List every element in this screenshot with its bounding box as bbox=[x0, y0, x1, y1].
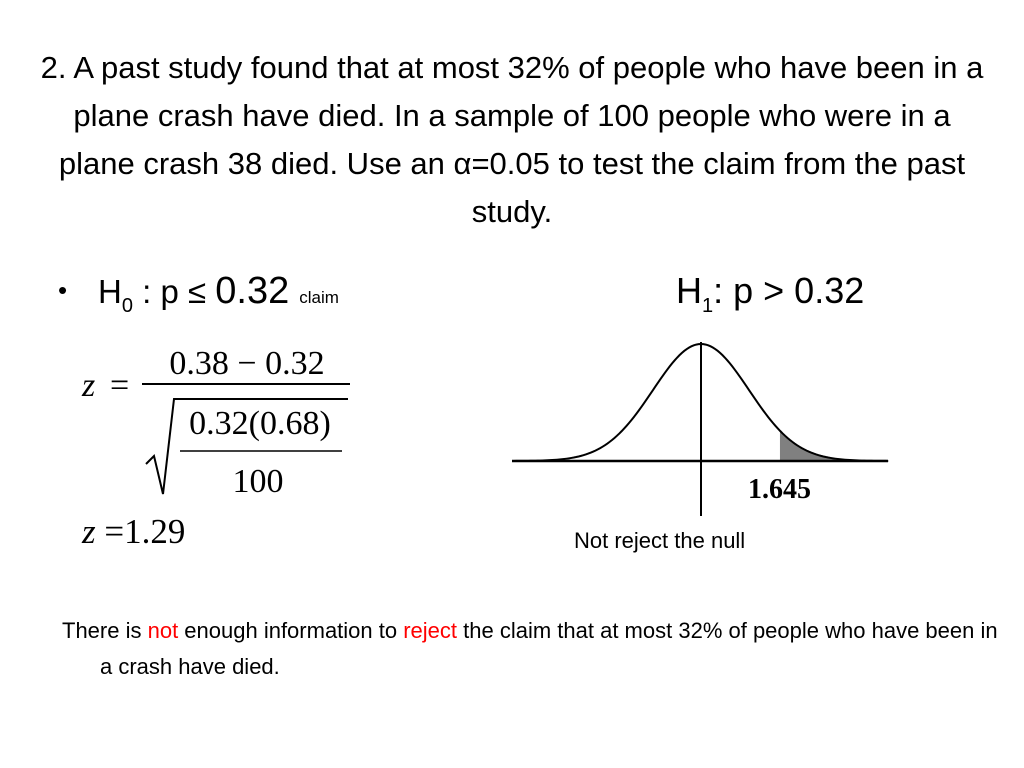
z-formula bbox=[80, 334, 380, 514]
null-hypothesis bbox=[58, 270, 339, 320]
alt-hypothesis-subscript: 1 bbox=[702, 295, 714, 317]
conclusion-part3: the claim that at most 32% of people who have been in a crash have died. bbox=[100, 618, 998, 679]
conclusion-text bbox=[62, 613, 1000, 685]
conclusion-part1: There is bbox=[62, 618, 148, 643]
conclusion-reject: reject bbox=[403, 618, 458, 643]
rejection-region bbox=[780, 431, 888, 461]
formula-numerator: 0.38 − 0.32 bbox=[169, 345, 325, 382]
result-variable: z bbox=[82, 512, 96, 551]
problem-statement: 2. A past study found that at most 32% of people who have been in a plane crash have died. In a sample of 100 people who were in a plane crash 38 died. Use an α=0.05 to test the claim from the past study. bbox=[40, 50, 984, 229]
null-hypothesis-symbol: H bbox=[98, 273, 122, 310]
critical-value-label: 1.645 bbox=[748, 474, 811, 505]
formula-equals: = bbox=[110, 367, 130, 404]
root-denominator: 100 bbox=[232, 463, 284, 500]
claim-label: claim bbox=[299, 288, 339, 307]
alternative-hypothesis bbox=[676, 270, 864, 318]
alt-hypothesis-symbol: H bbox=[676, 270, 702, 311]
root-numerator: 0.32(0.68) bbox=[189, 405, 331, 442]
result-equals: = bbox=[104, 512, 125, 551]
alt-hypothesis-text: : p > 0.32 bbox=[713, 270, 865, 311]
conclusion-part2: enough information to bbox=[178, 618, 404, 643]
null-hypothesis-text: : p ≤ bbox=[132, 273, 216, 310]
conclusion-not: not bbox=[147, 618, 179, 643]
null-hypothesis-value: 0.32 bbox=[215, 270, 290, 312]
bullet-icon: • bbox=[58, 275, 68, 305]
normal-curve bbox=[510, 336, 890, 516]
result-value: 1.29 bbox=[124, 512, 186, 551]
formula-variable: z bbox=[82, 367, 96, 404]
null-hypothesis-subscript: 0 bbox=[121, 295, 133, 317]
decision-text: Not reject the null bbox=[574, 528, 746, 553]
z-result bbox=[82, 512, 185, 552]
